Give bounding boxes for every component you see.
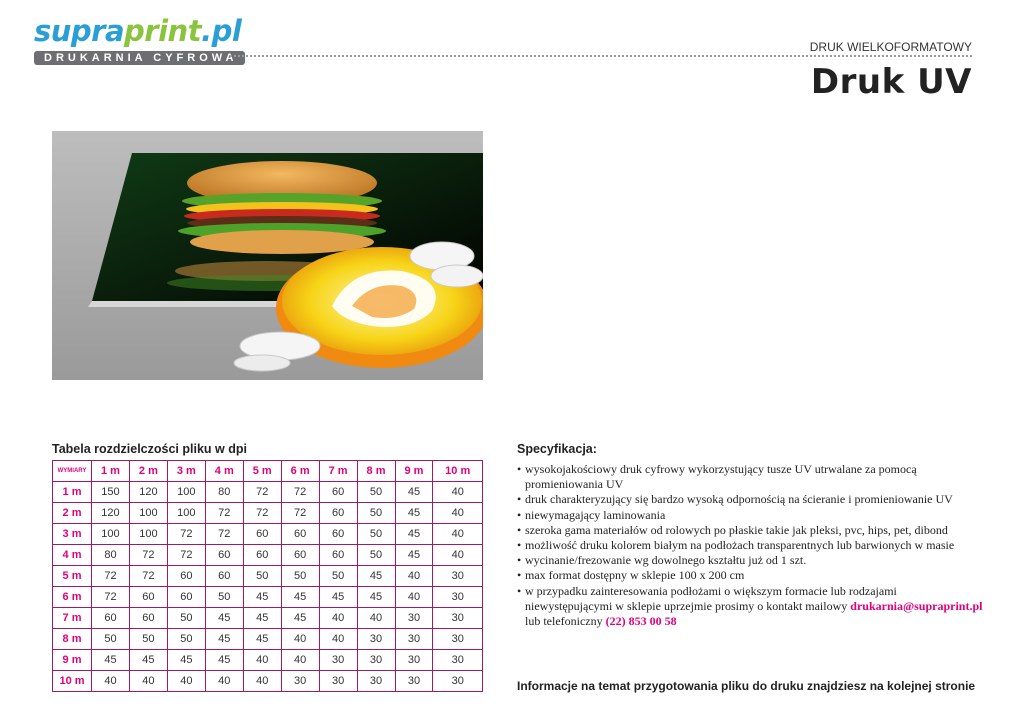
row-header: 8 m [53, 629, 92, 650]
table-cell: 30 [357, 629, 395, 650]
spec-item: • wysokojakościowy druk cyfrowy wykorzystujący tusze UV utrwalane za pomocą promieniowania UV [517, 462, 987, 492]
table-row [53, 566, 483, 587]
table-row [53, 587, 483, 608]
table-cell: 40 [281, 629, 319, 650]
row-header: 1 m [53, 482, 92, 503]
table-cell: 45 [395, 524, 433, 545]
spec-title: Specyfikacja: [517, 442, 597, 456]
column-header: 7 m [319, 461, 357, 482]
column-header: 5 m [243, 461, 281, 482]
product-photo [52, 131, 483, 380]
table-cell: 30 [395, 608, 433, 629]
category-label: DRUK WIELKOFORMATOWY [809, 40, 972, 54]
table-cell: 60 [129, 587, 167, 608]
row-header: 3 m [53, 524, 92, 545]
row-header: 4 m [53, 545, 92, 566]
table-cell: 40 [243, 650, 281, 671]
table-cell: 45 [281, 608, 319, 629]
table-cell: 60 [319, 545, 357, 566]
table-cell: 50 [129, 629, 167, 650]
table-cell: 40 [395, 587, 433, 608]
table-cell: 60 [281, 524, 319, 545]
table-cell: 72 [129, 566, 167, 587]
spec-item: • szeroka gama materiałów od rolowych po płaskie takie jak pleksi, pvc, hips, pet, dibond [517, 523, 987, 538]
row-header: 7 m [53, 608, 92, 629]
table-cell: 45 [92, 650, 130, 671]
table-cell: 100 [92, 524, 130, 545]
row-header: 2 m [53, 503, 92, 524]
table-cell: 72 [281, 482, 319, 503]
table-row [53, 608, 483, 629]
table-cell: 80 [205, 482, 243, 503]
column-header: 4 m [205, 461, 243, 482]
table-cell: 72 [205, 524, 243, 545]
table-cell: 40 [319, 629, 357, 650]
table-cell: 40 [433, 524, 483, 545]
logo-tagline: DRUKARNIA CYFROWA [34, 51, 245, 65]
contact-phone[interactable]: (22) 853 00 58 [605, 614, 677, 629]
table-row [53, 503, 483, 524]
resolution-table-header [53, 461, 483, 482]
table-cell: 100 [129, 503, 167, 524]
table-cell: 50 [319, 566, 357, 587]
table-cell: 60 [167, 566, 205, 587]
row-header: 5 m [53, 566, 92, 587]
table-cell: 40 [433, 482, 483, 503]
table-row [53, 482, 483, 503]
table-cell: 60 [92, 608, 130, 629]
column-header: 10 m [433, 461, 483, 482]
table-cell: 60 [281, 545, 319, 566]
table-cell: 50 [281, 566, 319, 587]
contact-text: w przypadku zainteresowania podłożami o większym formacie lub rodzajami niewystępującymi w sklepie uprzejmie prosimy o kontakt mailowy [525, 583, 897, 613]
supraprint-logo [34, 14, 245, 66]
table-cell: 40 [433, 545, 483, 566]
table-cell: 50 [357, 482, 395, 503]
table-cell: 72 [167, 545, 205, 566]
table-cell: 40 [205, 671, 243, 692]
spec-item: • max format dostępny w sklepie 100 x 200 cm [517, 568, 987, 583]
table-cell: 80 [92, 545, 130, 566]
table-cell: 45 [243, 629, 281, 650]
table-cell: 30 [319, 671, 357, 692]
resolution-table-body [53, 482, 483, 692]
row-header: 9 m [53, 650, 92, 671]
column-header: 3 m [167, 461, 205, 482]
table-cell: 45 [395, 503, 433, 524]
spec-item: • niewymagający laminowania [517, 508, 987, 523]
table-cell: 30 [433, 629, 483, 650]
row-header: 10 m [53, 671, 92, 692]
table-cell: 45 [395, 545, 433, 566]
table-cell: 72 [167, 524, 205, 545]
column-header: 9 m [395, 461, 433, 482]
table-cell: 60 [243, 524, 281, 545]
table-cell: 30 [395, 650, 433, 671]
resolution-table [52, 460, 483, 692]
table-cell: 30 [357, 650, 395, 671]
table-cell: 60 [205, 566, 243, 587]
table-cell: 45 [243, 608, 281, 629]
table-cell: 50 [357, 524, 395, 545]
contact-text-phone-intro: lub telefoniczny [525, 614, 606, 629]
table-cell: 72 [129, 545, 167, 566]
spec-list [517, 462, 987, 629]
table-cell: 72 [205, 503, 243, 524]
table-cell: 30 [395, 629, 433, 650]
table-cell: 30 [319, 650, 357, 671]
table-cell: 30 [357, 671, 395, 692]
logo-part-domain: .pl [201, 14, 242, 48]
table-cell: 60 [129, 608, 167, 629]
table-cell: 30 [433, 671, 483, 692]
table-row [53, 629, 483, 650]
table-cell: 30 [281, 671, 319, 692]
table-cell: 40 [129, 671, 167, 692]
page-title: Druk UV [810, 62, 972, 102]
table-cell: 100 [129, 524, 167, 545]
table-cell: 60 [243, 545, 281, 566]
contact-email-link[interactable]: drukarnia@supraprint.pl [850, 598, 983, 613]
table-cell: 45 [205, 629, 243, 650]
table-cell: 30 [433, 608, 483, 629]
table-cell: 40 [319, 608, 357, 629]
table-cell: 40 [243, 671, 281, 692]
table-cell: 45 [357, 566, 395, 587]
column-header: 2 m [129, 461, 167, 482]
table-cell: 45 [281, 587, 319, 608]
spec-item: • wycinanie/frezowanie wg dowolnego kształtu już od 1 szt. [517, 553, 987, 568]
table-cell: 45 [395, 482, 433, 503]
table-cell: 30 [433, 566, 483, 587]
table-cell: 30 [395, 671, 433, 692]
spec-contact-item [517, 584, 987, 630]
row-header: 6 m [53, 587, 92, 608]
header-divider [230, 55, 972, 57]
table-cell: 40 [92, 671, 130, 692]
table-cell: 40 [167, 671, 205, 692]
logo-part-print: print [124, 14, 202, 48]
table-cell: 120 [129, 482, 167, 503]
table-row [53, 671, 483, 692]
spec-item: • druk charakteryzujący się bardzo wysoką odpornością na ścieranie i promieniowanie UV [517, 492, 987, 507]
column-header: 8 m [357, 461, 395, 482]
table-cell: 50 [167, 629, 205, 650]
table-cell: 40 [281, 650, 319, 671]
table-cell: 45 [357, 587, 395, 608]
table-cell: 45 [205, 608, 243, 629]
footer-note: Informacje na temat przygotowania pliku do druku znajdziesz na kolejnej stronie [517, 679, 976, 693]
table-cell: 45 [129, 650, 167, 671]
table-cell: 45 [319, 587, 357, 608]
table-cell: 45 [167, 650, 205, 671]
table-cell: 50 [357, 545, 395, 566]
table-cell: 45 [243, 587, 281, 608]
column-header: 1 m [92, 461, 130, 482]
table-cell: 60 [167, 587, 205, 608]
table-cell: 100 [167, 482, 205, 503]
table-cell: 60 [205, 545, 243, 566]
table-cell: 60 [319, 503, 357, 524]
table-cell: 50 [357, 503, 395, 524]
column-header: 6 m [281, 461, 319, 482]
table-corner-label: WYMIARY [53, 461, 92, 482]
table-row [53, 545, 483, 566]
table-cell: 100 [167, 503, 205, 524]
table-cell: 120 [92, 503, 130, 524]
table-cell: 72 [281, 503, 319, 524]
spec-item: • możliwość druku kolorem białym na podłożach transparentnych lub barwionych w masie [517, 538, 987, 553]
table-cell: 72 [92, 587, 130, 608]
table-cell: 60 [319, 482, 357, 503]
table-cell: 40 [357, 608, 395, 629]
table-cell: 30 [433, 650, 483, 671]
table-cell: 72 [243, 503, 281, 524]
resolution-table-title: Tabela rozdzielczości pliku w dpi [52, 442, 247, 456]
table-row [53, 650, 483, 671]
table-cell: 50 [167, 608, 205, 629]
table-cell: 40 [395, 566, 433, 587]
table-row [53, 524, 483, 545]
logo-part-supra: supra [34, 14, 125, 48]
table-cell: 50 [243, 566, 281, 587]
table-cell: 50 [205, 587, 243, 608]
table-cell: 72 [92, 566, 130, 587]
table-cell: 30 [433, 587, 483, 608]
table-cell: 40 [433, 503, 483, 524]
logo-wordmark [34, 14, 245, 48]
table-cell: 50 [92, 629, 130, 650]
table-cell: 45 [205, 650, 243, 671]
table-cell: 60 [319, 524, 357, 545]
table-cell: 150 [92, 482, 130, 503]
table-cell: 72 [243, 482, 281, 503]
